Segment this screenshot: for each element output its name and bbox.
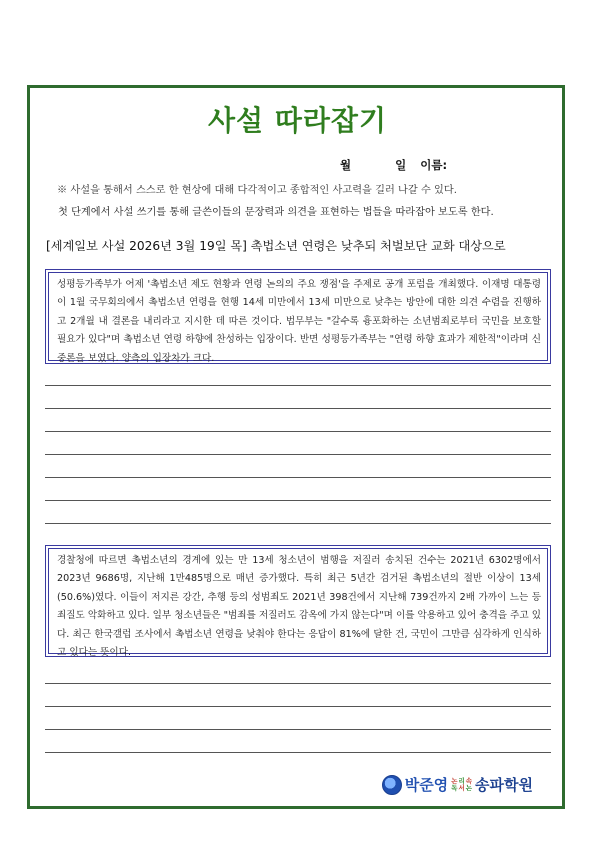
writing-line[interactable] (45, 500, 551, 501)
instruction-note-1: ※ 사설을 통해서 스스로 한 현상에 대해 다각적이고 종합적인 사고력을 길러 나갈 수 있다. (57, 185, 457, 196)
logo-char: 리 (458, 776, 465, 785)
writing-line[interactable] (45, 752, 551, 753)
month-label: 월 (340, 158, 352, 172)
logo-char: 논 (465, 783, 473, 792)
instruction-note-2: 첫 단계에서 사설 쓰기를 통해 글쓴이들의 문장력과 의견을 표현하는 법들을 따라잡아 보도록 한다. (58, 207, 494, 218)
logo-char: 속 (465, 776, 473, 785)
page-title: 사설 따라잡기 (207, 104, 388, 137)
logo-name: 박준영 (404, 776, 449, 794)
logo-academy: 송파학원 (475, 776, 533, 794)
writing-line[interactable] (45, 431, 551, 432)
writing-line[interactable] (45, 683, 551, 684)
editorial-headline: [세계일보 사설 2026년 3월 19일 목] 촉법소년 연령은 낮추되 처벌보단 교화 대상으로 (46, 239, 506, 253)
writing-line[interactable] (45, 477, 551, 478)
writing-line[interactable] (45, 523, 551, 524)
logo-char: 논 (451, 776, 458, 785)
academy-logo (382, 774, 533, 795)
editorial-passage-1: 성평등가족부가 어제 '촉법소년 제도 현황과 연령 논의의 주요 쟁점'을 주제로 공개 포럼을 개최했다. 이재명 대통령이 1월 국무회의에서 촉법소년 연령을 현행 14세 미만에서 13세 미만으로 낮추는 방안에 대한 의견 수렴을 진행하고 2개월 내 결론을 내리라고 지시한 데 따른 것이다. 법무부는 "갈수록 흉포화하는 소년범죄로부터 국민을 보호할 필요가 있다"며 촉법소년 연령 하향에 찬성하는 입장이다. 반면 성평등가족부는 "연령 하향 효과가 제한적"이라며 신중론을 보였다. 양측의 입장차가 크다. (45, 269, 551, 364)
name-label: 이름: (420, 158, 448, 172)
writing-line[interactable] (45, 385, 551, 386)
writing-line[interactable] (45, 706, 551, 707)
logo-subtitle (451, 778, 472, 792)
writing-line[interactable] (45, 408, 551, 409)
writing-line[interactable] (45, 454, 551, 455)
editorial-passage-2: 경찰청에 따르면 촉법소년의 경계에 있는 만 13세 청소년이 범행을 저질러 송치된 건수는 2021년 6302명에서 2023년 9686명, 지난해 1만485명으로 매년 증가했다. 특히 최근 5년간 검거된 촉법소년의 절반 이상이 13세(50.6%)였다. 이들이 저지른 강간, 추행 등의 성범죄도 2021년 398건에서 지난해 739건까지 2배 가까이 느는 등 죄질도 악화하고 있다. 일부 청소년들은 "범죄를 저질러도 감옥에 가지 않는다"며 이를 악용하고 있어 충격을 주고 있다. 최근 한국갤럽 조사에서 촉법소년 연령을 낮춰야 한다는 응답이 81%에 달한 건, 국민이 그만큼 심각하게 인식하고 있다는 뜻이다. (45, 545, 551, 657)
date-name-line (340, 157, 447, 173)
day-label: 일 (395, 158, 407, 172)
logo-char: 서 (458, 783, 465, 792)
logo-emblem-icon (382, 775, 402, 795)
logo-char: 독 (451, 783, 458, 792)
writing-line[interactable] (45, 729, 551, 730)
